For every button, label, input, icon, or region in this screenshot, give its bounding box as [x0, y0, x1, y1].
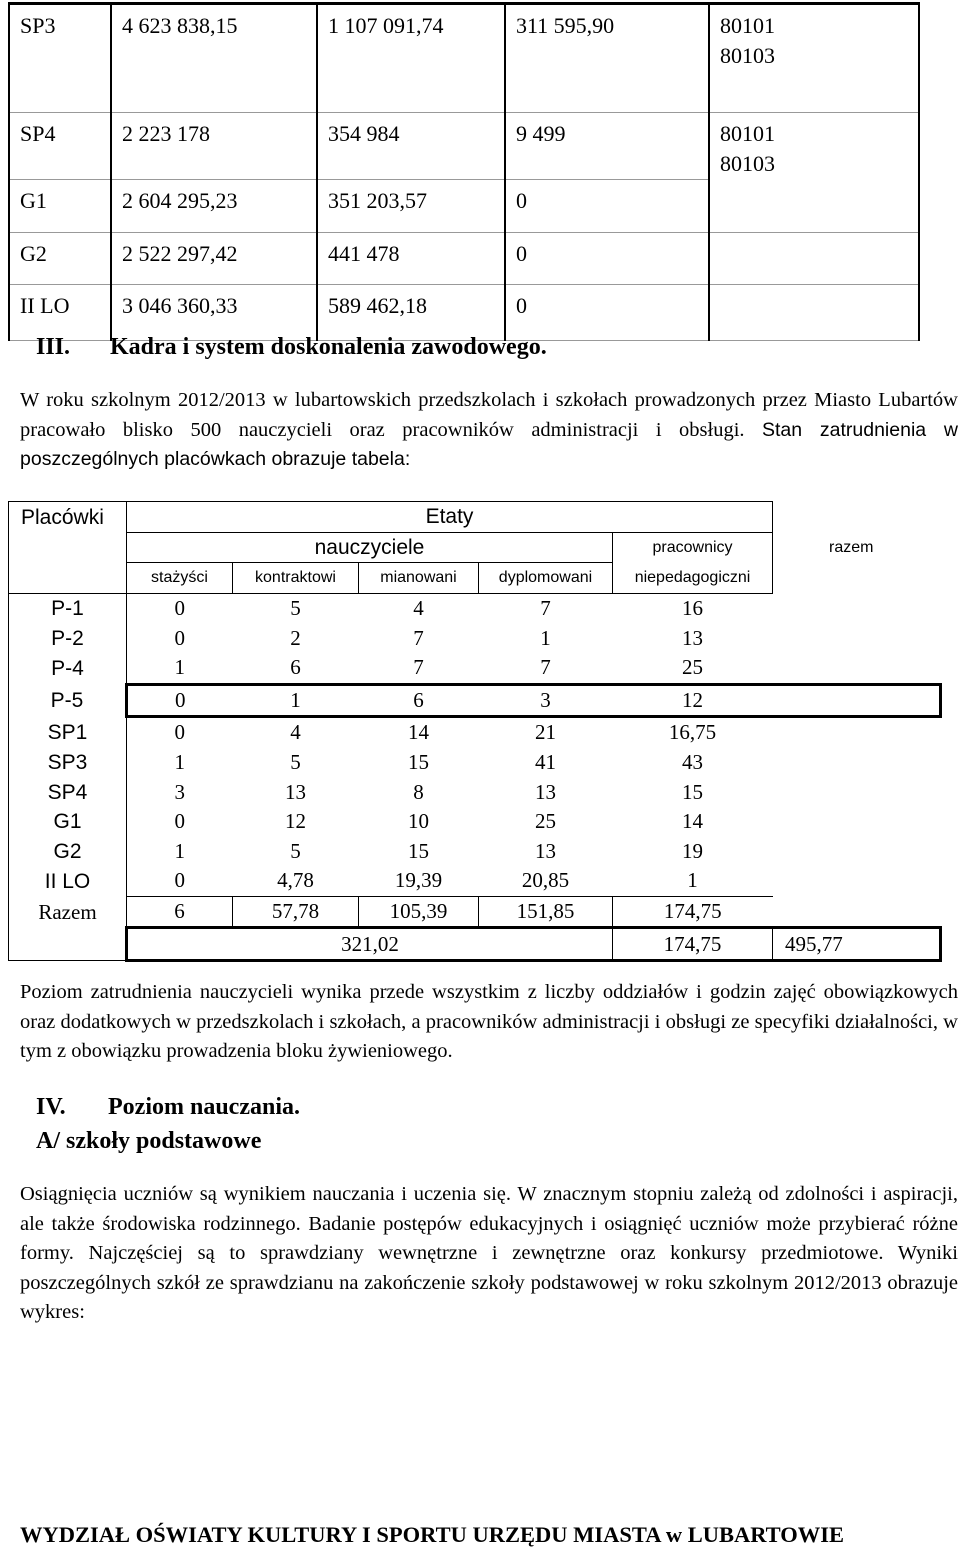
table-row: [9, 623, 941, 653]
table-row: [9, 285, 919, 341]
staff-table: [8, 501, 942, 962]
table-row: [9, 653, 941, 684]
value-cell: 6: [359, 684, 479, 717]
value-cell: 1 107 091,74: [317, 4, 505, 113]
table-row: [9, 684, 941, 717]
value-cell: 174,75: [613, 896, 773, 928]
value-cell: 7: [413, 655, 424, 680]
table-row: [9, 866, 941, 896]
header-razem: razem: [829, 538, 874, 556]
value-cell: 0: [505, 233, 709, 285]
school-name: P-5: [9, 684, 127, 717]
paragraph-sans: Stan zatrudnienia w poszczególnych placówkach obrazuje tabela:: [20, 418, 958, 470]
table-row: [9, 777, 941, 807]
value-cell: 6: [290, 655, 301, 680]
table-row: [9, 717, 941, 748]
table-row: [9, 593, 941, 623]
value-cell: 12: [285, 809, 306, 834]
value-cell: 1: [613, 866, 773, 896]
table-row: [9, 113, 919, 180]
school-name: II LO: [9, 285, 111, 341]
school-name: II LO: [9, 866, 127, 896]
value-cell: 1: [174, 750, 185, 775]
value-cell: 151,85: [479, 896, 613, 928]
sum-teachers: 321,02: [127, 928, 613, 961]
value-cell: 105,39: [359, 896, 479, 928]
value-cell: 13: [285, 779, 306, 804]
header-dyplomowani: dyplomowani: [479, 563, 613, 594]
value-cell: 354 984: [317, 113, 505, 180]
value-cell: 4,78: [233, 866, 359, 896]
table-row-sum: [9, 928, 941, 961]
header-nauczyciele: nauczyciele: [127, 532, 613, 563]
table-row: [9, 807, 941, 837]
value-cell: 589 462,18: [317, 285, 505, 341]
value-cell: 0: [174, 809, 185, 834]
value-cell: 15: [408, 750, 429, 775]
school-name: SP4: [9, 113, 111, 180]
code-cell: 80101 80103: [709, 4, 919, 113]
value-cell: 41: [535, 750, 556, 775]
page-footer: WYDZIAŁ OŚWIATY KULTURY I SPORTU URZĘDU MIASTA w LUBARTOWIE: [20, 1522, 845, 1547]
value-cell: 16,75: [668, 720, 717, 745]
header-row: [9, 563, 941, 594]
section-3-paragraph: [20, 386, 958, 475]
value-cell: 12: [613, 684, 773, 717]
table-row: [9, 233, 919, 285]
section-4-number: IV.: [36, 1094, 66, 1120]
value-cell: 19,39: [359, 866, 479, 896]
header-kontraktowi: kontraktowi: [233, 563, 359, 594]
section-4-title: Poziom nauczania.: [108, 1094, 300, 1120]
value-cell: 13: [535, 779, 556, 804]
header-niepedagogiczni: niepedagogiczni: [613, 563, 773, 594]
sum-total: 495,77: [773, 928, 941, 961]
value-cell: 14: [682, 809, 704, 834]
value-cell: 16: [613, 593, 773, 623]
value-cell: 20,85: [479, 866, 613, 896]
value-cell: 2 522 297,42: [111, 233, 317, 285]
value-cell: 1: [174, 838, 185, 863]
value-cell: 2: [290, 625, 301, 650]
value-cell: 0: [127, 866, 233, 896]
school-name: SP4: [9, 777, 127, 807]
value-cell: 1: [233, 684, 359, 717]
value-cell: 1: [174, 655, 185, 680]
school-name: SP1: [9, 717, 127, 748]
value-cell: 25: [535, 809, 556, 834]
school-name: P-4: [9, 653, 127, 684]
section-4-subtitle: A/ szkoły podstawowe: [36, 1128, 262, 1154]
header-etaty: Etaty: [127, 502, 773, 533]
budget-table: [8, 2, 920, 341]
header-pracownicy: pracownicy: [613, 532, 773, 563]
section-3-title: Kadra i system doskonalenia zawodowego.: [110, 334, 547, 360]
code-cell: 80101 80103: [709, 113, 919, 180]
school-name: P-1: [9, 593, 127, 623]
value-cell: 5: [290, 750, 301, 775]
header-placowki: Placówki: [9, 502, 127, 533]
value-cell: 7: [413, 625, 424, 650]
section-4-paragraph: Osiągnięcia uczniów są wynikiem nauczania i uczenia się. W znacznym stopniu zależą od zdolności i aspiracji, ale także środowiska rodzinnego. Badanie postępów edukacyjnych i osiągnięć uczniów może przybierać różne formy. Najczęściej są to sprawdziany wewnętrzne i zewnętrzne oraz konkursy przedmiotowe. Wyniki poszczególnych szkół ze sprawdzianu na zakończenie szkoły podstawowej w roku szkolnym 2012/2013 obrazuje wykres:: [20, 1183, 958, 1323]
value-cell: 0: [505, 180, 709, 233]
value-cell: 0: [127, 684, 233, 717]
value-cell: 5: [233, 593, 359, 623]
value-cell: 4 623 838,15: [111, 4, 317, 113]
table-row-total: [9, 896, 941, 928]
header-row: [9, 502, 941, 533]
school-name: G2: [9, 233, 111, 285]
value-cell: 21: [535, 720, 556, 745]
table-row: [9, 180, 919, 233]
value-cell: 2 604 295,23: [111, 180, 317, 233]
value-cell: 25: [682, 655, 704, 680]
school-name: SP3: [9, 748, 127, 778]
header-row: [9, 532, 941, 563]
value-cell: 4: [290, 720, 301, 745]
value-cell: 351 203,57: [317, 180, 505, 233]
value-cell: 3: [479, 684, 613, 717]
value-cell: 7: [479, 593, 613, 623]
value-cell: 441 478: [317, 233, 505, 285]
school-name: G1: [9, 180, 111, 233]
value-cell: 311 595,90: [505, 4, 709, 113]
table-row: [9, 4, 919, 113]
school-name: P-2: [9, 623, 127, 653]
header-stazysci: stażyści: [127, 563, 233, 594]
value-cell: 57,78: [233, 896, 359, 928]
value-cell: 10: [408, 809, 429, 834]
school-name: G2: [9, 837, 127, 867]
total-label: Razem: [9, 896, 127, 928]
header-mianowani: mianowani: [359, 563, 479, 594]
value-cell: 19: [682, 838, 704, 863]
value-cell: 9 499: [505, 113, 709, 180]
value-cell: 5: [290, 838, 301, 863]
code-cell: [709, 285, 919, 341]
value-cell: 7: [540, 655, 551, 680]
value-cell: 0: [127, 593, 233, 623]
value-cell: 3 046 360,33: [111, 285, 317, 341]
employment-paragraph: Poziom zatrudnienia nauczycieli wynika przede wszystkim z liczby oddziałów i godzin zajęć obowiązkowych oraz dodatkowych w przedszkolach i szkołach, a pracowników administracji i obsługi ze specyfiki działalności, w tym z obowiązku prowadzenia bloku żywieniowego.: [20, 981, 958, 1062]
value-cell: 43: [682, 750, 704, 775]
table-row: [9, 837, 941, 867]
value-cell: 1: [540, 625, 551, 650]
table-row: [9, 748, 941, 778]
value-cell: 4: [359, 593, 479, 623]
code-cell: [709, 180, 919, 233]
value-cell: 6: [174, 899, 185, 924]
paragraph-serif: W roku szkolnym 2012/2013 w lubartowskich przedszkolach i szkołach prowadzonych przez Miasto Lubartów pracowało blisko 500 nauczycieli oraz pracowników administracji i obsługi.: [20, 389, 958, 441]
school-name: G1: [9, 807, 127, 837]
section-3-number: III.: [36, 334, 71, 360]
value-cell: 14: [408, 720, 429, 745]
value-cell: 15: [682, 779, 704, 804]
value-cell: 0: [505, 285, 709, 341]
sum-staff: 174,75: [613, 928, 773, 961]
value-cell: 3: [174, 779, 185, 804]
school-name: SP3: [9, 4, 111, 113]
value-cell: 2 223 178: [111, 113, 317, 180]
value-cell: 0: [174, 720, 185, 745]
value-cell: 13: [682, 625, 704, 650]
value-cell: 13: [535, 838, 556, 863]
value-cell: 8: [413, 779, 424, 804]
code-cell: [709, 233, 919, 285]
value-cell: 15: [408, 838, 429, 863]
value-cell: 0: [174, 625, 185, 650]
